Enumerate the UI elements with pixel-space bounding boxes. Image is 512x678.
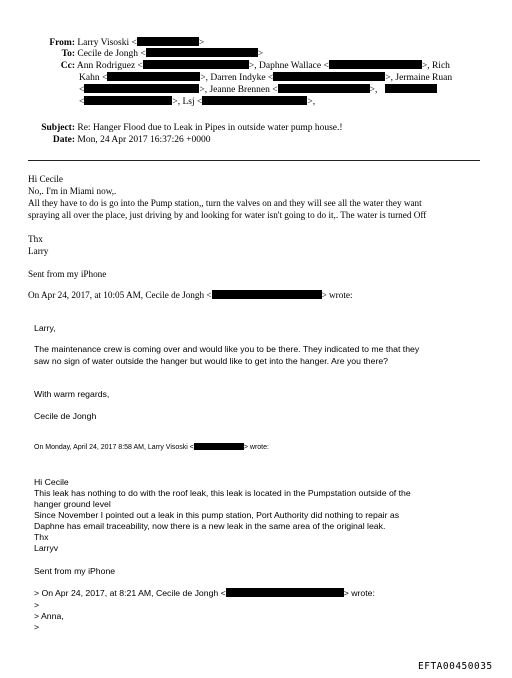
quote-intro-text: > wrote: — [343, 588, 375, 598]
redaction-bar — [107, 72, 200, 81]
reply-line: All they have to do is go into the Pump station,, turn the valves on and they will see all the water they want — [28, 198, 422, 208]
message-line: Daphne has email traceability, now there is a new leak in the same area of the original leak. — [34, 521, 386, 531]
date-text: Mon, 24 Apr 2017 16:37:26 +0000 — [77, 135, 211, 145]
quote-intro-text: > wrote: — [321, 290, 353, 300]
cc-row-1 — [28, 60, 450, 72]
redaction-bar — [146, 48, 258, 57]
sent-from: Sent from my iPhone — [28, 269, 107, 279]
cc-text: Kahn < — [79, 73, 108, 83]
closing: With warm regards, — [34, 389, 110, 399]
redaction-bar — [137, 37, 199, 46]
reply-signature: Larry — [28, 246, 49, 256]
sent-from: Sent from my iPhone — [34, 566, 116, 576]
cc-text: >, Jeanne Brennen < — [199, 85, 278, 95]
cc-text: >, — [307, 97, 316, 107]
to-row — [28, 48, 263, 60]
cc-row-2 — [79, 72, 452, 84]
date-label: Date: — [52, 135, 75, 145]
redaction-bar — [84, 84, 199, 93]
cc-text: Ann Rodriguez < — [76, 61, 143, 71]
cc-text: < — [79, 85, 85, 95]
salutation: Larry, — [34, 323, 56, 333]
sender-name: Cecile de Jongh — [34, 411, 97, 421]
quote-intro — [34, 443, 269, 452]
redaction-bar — [84, 96, 172, 105]
message-line: saw no sign of water outside the hanger but would like to get into the hanger. Are you there? — [34, 356, 389, 366]
from-name: Larry Visoski < — [77, 38, 137, 48]
redaction-bar — [273, 72, 385, 81]
cc-text: >, Jermaine Ruan — [385, 73, 453, 83]
cc-text: < — [79, 97, 85, 107]
quote-intro — [34, 588, 375, 600]
from-close: > — [198, 38, 205, 48]
quote-intro-text: On Apr 24, 2017, at 10:05 AM, Cecile de Jongh < — [28, 290, 212, 300]
cc-row-3 — [79, 84, 437, 96]
cc-row-4 — [79, 96, 315, 108]
subject-text: Re: Hanger Flood due to Leak in Pipes in outside water pump house.! — [77, 123, 343, 133]
from-label: From: — [49, 38, 75, 48]
cc-text: >, Daphne Wallace < — [248, 61, 329, 71]
document-id: EFTA00450035 — [418, 661, 493, 672]
quote-line: > — [34, 600, 40, 610]
cc-text: >, Lsj < — [172, 97, 203, 107]
subject-row — [28, 122, 343, 134]
message-line: Since November I pointed out a leak in this pump station, Port Authority did nothing to repair as — [34, 510, 400, 520]
redaction-bar — [202, 96, 307, 105]
cc-text: >, Darren Indyke < — [200, 73, 274, 83]
subject-label: Subject: — [41, 123, 75, 133]
reply-greeting: Hi Cecile — [28, 174, 63, 184]
quote-intro-text: On Monday, April 24, 2017 8:58 AM, Larry Visoski < — [34, 444, 194, 451]
quote-intro — [28, 289, 353, 301]
redaction-bar — [226, 588, 344, 597]
greeting: Hi Cecile — [34, 477, 69, 487]
header-divider — [28, 160, 480, 161]
redaction-bar — [194, 443, 244, 450]
thanks: Thx — [34, 532, 49, 542]
signature: Larryv — [34, 543, 59, 553]
quote-line: > Anna, — [34, 611, 64, 621]
redaction-bar — [329, 60, 422, 69]
message-line: This leak has nothing to do with the roof leak, this leak is located in the Pumpstation outside of the — [34, 488, 411, 498]
message-line: hanger ground level — [34, 499, 111, 509]
message-line: The maintenance crew is coming over and would like you to be there. They indicated to me that they — [34, 344, 420, 354]
to-label: To: — [61, 49, 75, 59]
redaction-bar — [212, 290, 322, 299]
to-name: Cecile de Jongh < — [77, 49, 146, 59]
cc-label: Cc: — [60, 61, 75, 71]
cc-text: >, Rich — [421, 61, 450, 71]
quote-intro-text: > wrote: — [243, 444, 269, 451]
reply-line: spraying all over the place, just driving by and looking for water isn't going to do it,. The water is turned Off — [28, 210, 427, 220]
reply-thanks: Thx — [28, 234, 43, 244]
date-row — [28, 134, 210, 146]
redaction-bar — [385, 84, 437, 93]
redaction-bar — [278, 84, 370, 93]
quote-line: > — [34, 622, 40, 632]
redaction-bar — [143, 60, 249, 69]
quote-intro-text: > On Apr 24, 2017, at 8:21 AM, Cecile de Jongh < — [34, 588, 226, 598]
to-close: > — [257, 49, 264, 59]
cc-text: >, — [369, 85, 378, 95]
reply-line: No,. I'm in Miami now,. — [28, 186, 117, 196]
